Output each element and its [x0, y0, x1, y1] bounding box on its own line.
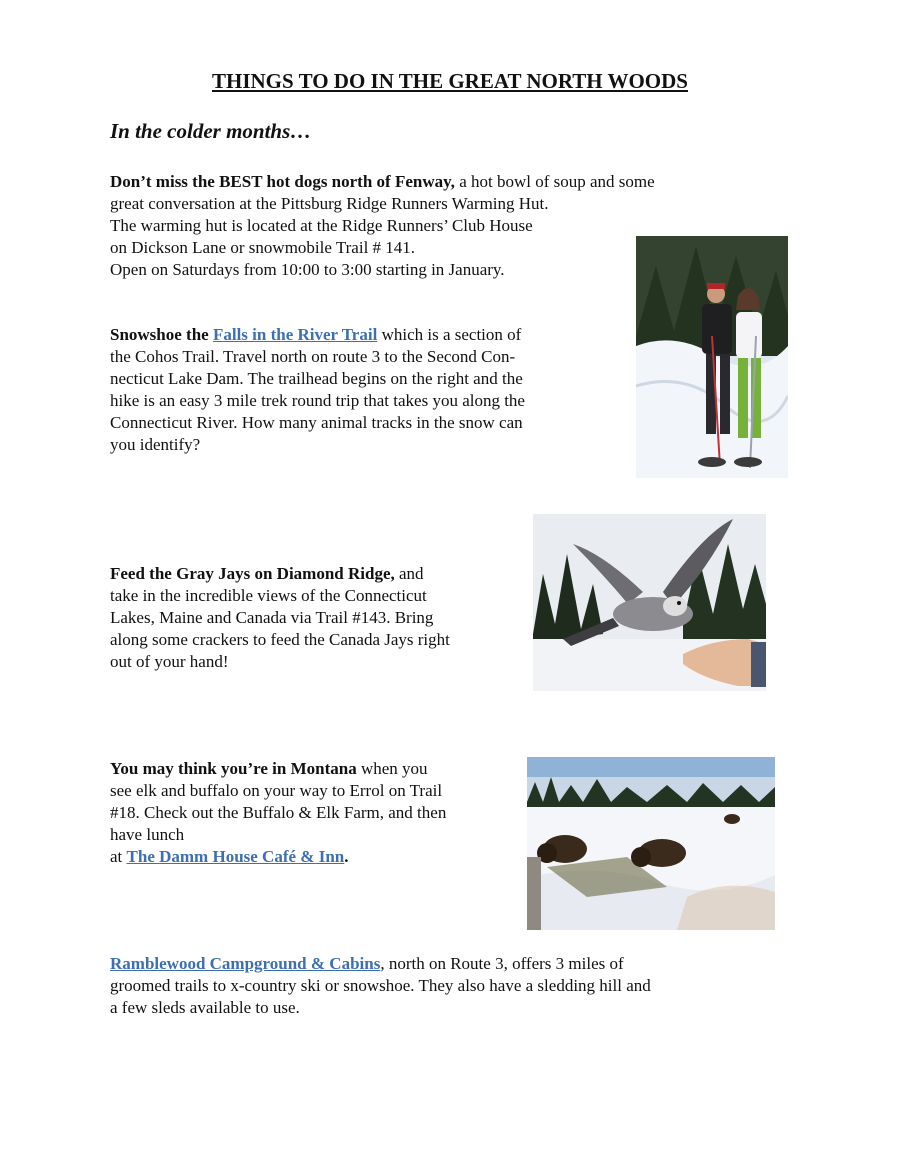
section-subtitle: In the colder months…	[110, 119, 312, 143]
hot-dogs-heading: Don’t miss the BEST hot dogs north of Fenway,	[110, 172, 455, 191]
snowshoe-couple-photo	[636, 236, 788, 478]
page-title: THINGS TO DO IN THE GREAT NORTH WOODS	[212, 69, 688, 93]
snowshoe-paragraph: Snowshoe the Falls in the River Trail which is a section of the Cohos Trail. Travel north on route 3 to the Second Con- necticut Lake Dam. The trailhead begins on the right and the hike is an easy 3 mile trek round trip that takes you along the Connecticut River. How many animal tracks in the snow can you identify?	[110, 325, 525, 454]
montana-heading: You may think you’re in Montana	[110, 759, 357, 778]
bison-field-photo	[527, 757, 775, 930]
montana-paragraph: You may think you’re in Montana when you see elk and buffalo on your way to Errol on Trail #18. Check out the Buffalo & Elk Farm, and then have lunch at The Damm House Café & Inn.	[110, 759, 447, 866]
falls-in-the-river-trail-link[interactable]: Falls in the River Trail	[212, 325, 378, 344]
gray-jays-paragraph: Feed the Gray Jays on Diamond Ridge, and take in the incredible views of the Connecticut Lakes, Maine and Canada via Trail #143. Bring along some crackers to feed the Canada Jays right out of your hand!	[110, 564, 450, 671]
gray-jays-heading: Feed the Gray Jays on Diamond Ridge,	[110, 564, 395, 583]
hot-dogs-paragraph: Don’t miss the BEST hot dogs north of Fenway, a hot bowl of soup and some great conversation at the Pittsburg Ridge Runners Warming Hut. The warming hut is located at the Ridge Runners’ Club House on Dickson Lane or snowmobile Trail # 141. Open on Saturdays from 10:00 to 3:00 starting in January.	[110, 172, 655, 279]
ramblewood-campground-link[interactable]: Ramblewood Campground & Cabins	[110, 954, 381, 973]
gray-jay-hand-photo	[533, 514, 766, 691]
ramblewood-paragraph: Ramblewood Campground & Cabins, north on Route 3, offers 3 miles of groomed trails to x-country ski or snowshoe. They also have a sledding hill and a few sleds available to use.	[110, 954, 651, 1017]
damm-house-cafe-link[interactable]: The Damm House Café & Inn	[126, 847, 345, 866]
